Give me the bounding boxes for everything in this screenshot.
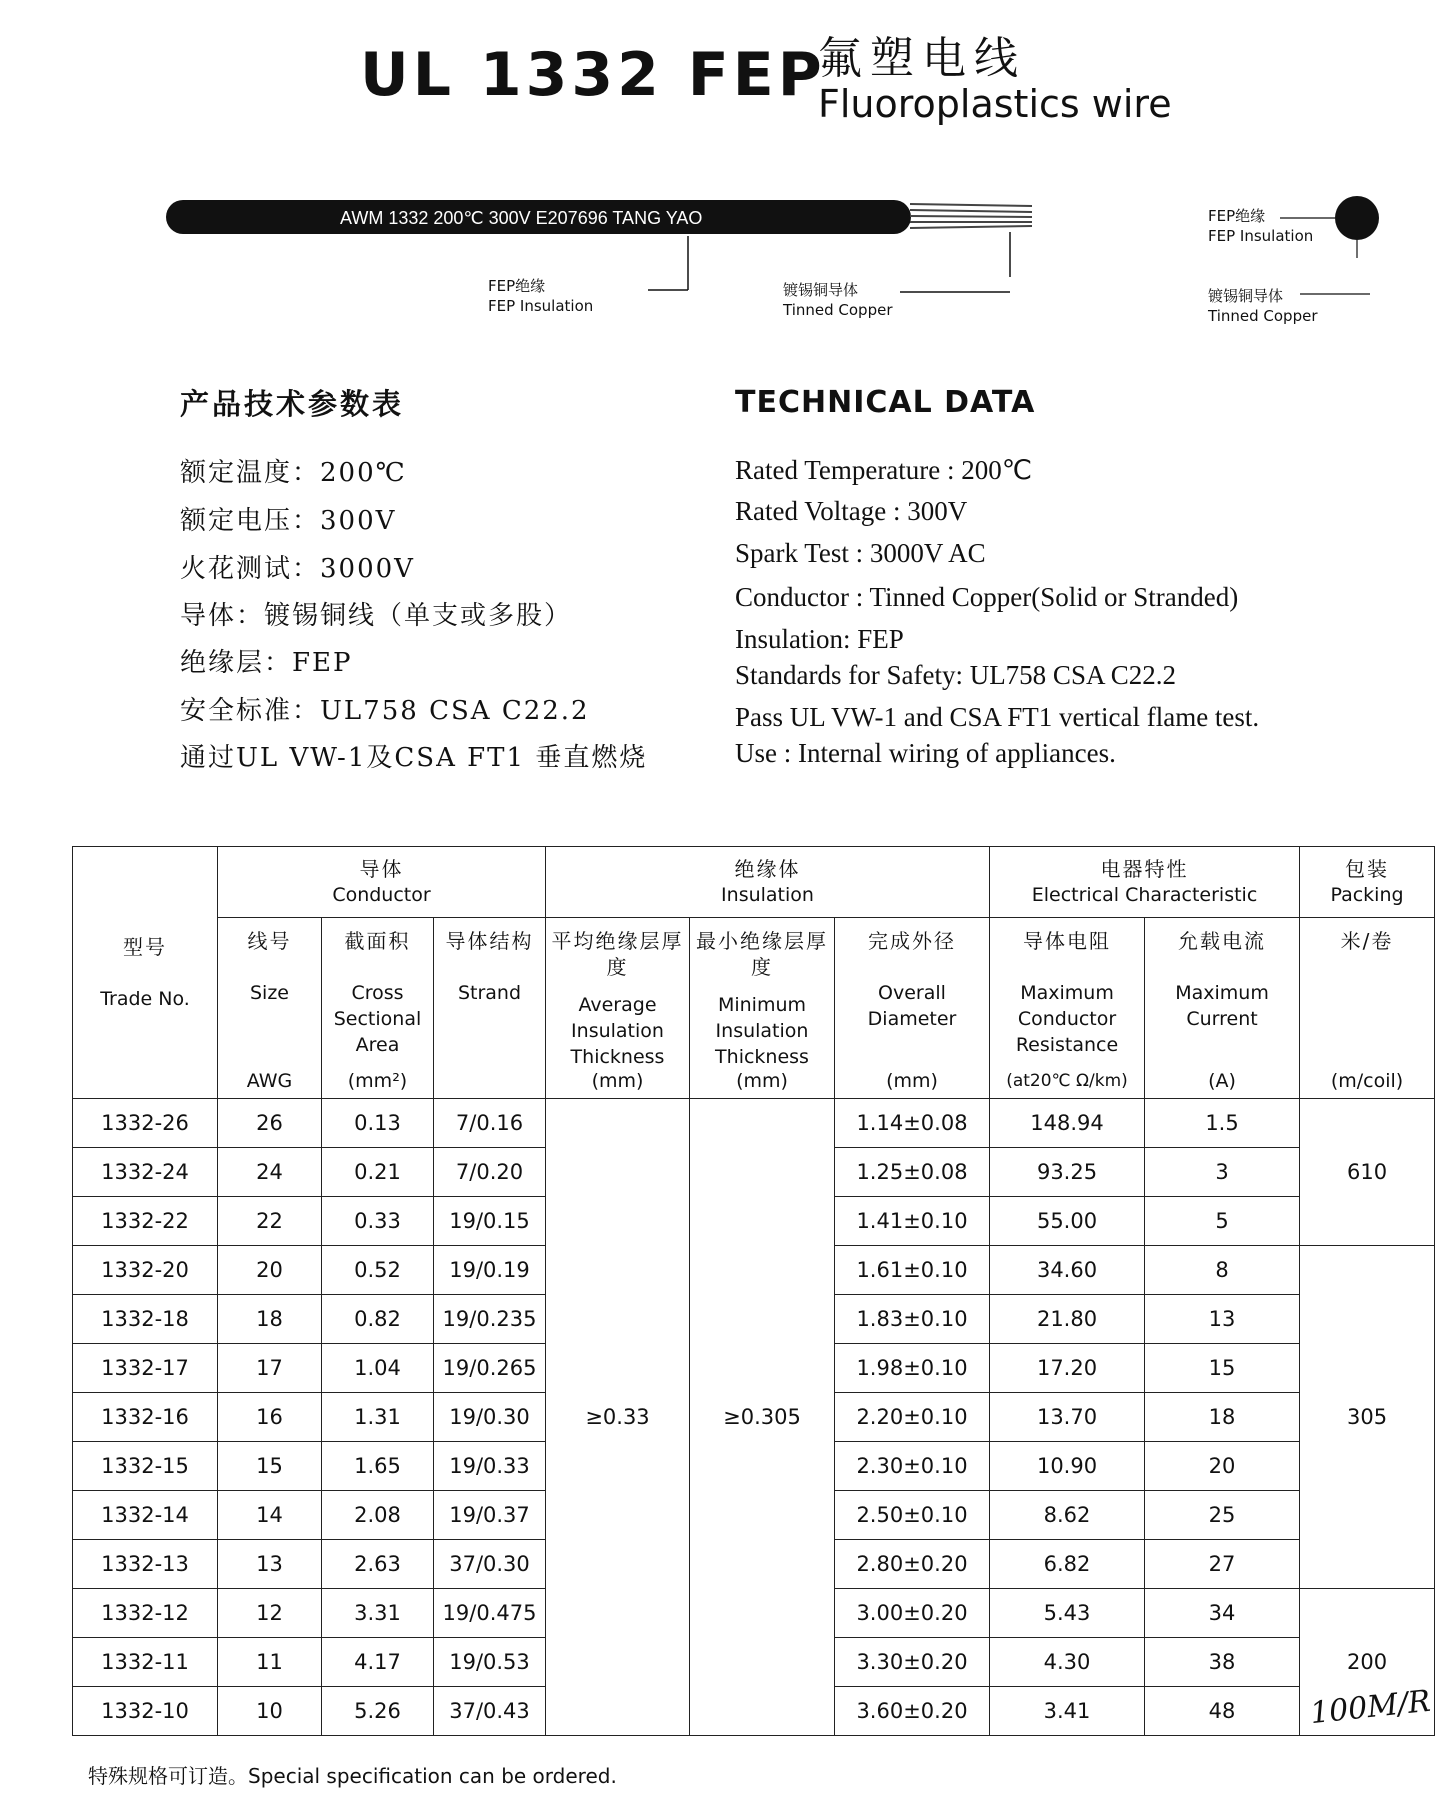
cell-trade: 1332-11	[73, 1638, 218, 1687]
cell-min-insulation: ≥0.305	[690, 1099, 835, 1736]
col-cur-unit: (A)	[1208, 1070, 1236, 1092]
handwritten-note: 100M/R	[1308, 1683, 1433, 1732]
spec-cn-line: 绝缘层：FEP	[180, 648, 353, 678]
cell-strand: 37/0.43	[434, 1687, 546, 1736]
col-area-cn: 截面积	[344, 929, 411, 953]
spec-en-line: Pass UL VW-1 and CSA FT1 vertical flame test.	[735, 702, 1260, 732]
col-header-min-insulation	[690, 918, 835, 1099]
copper-label	[783, 280, 893, 320]
col-min-unit: (mm)	[736, 1070, 788, 1092]
group-conductor-cn: 导体	[359, 857, 404, 881]
cell-packing: 200	[1300, 1589, 1435, 1736]
cell-strand: 19/0.19	[434, 1246, 546, 1295]
col-min-en: Minimum Insulation Thickness	[715, 994, 809, 1068]
col-avg-cn: 平均绝缘层厚度	[551, 929, 684, 979]
cell-area: 5.26	[322, 1687, 434, 1736]
cell-current: 1.5	[1145, 1099, 1300, 1148]
col-header-trade-en: Trade No.	[100, 987, 190, 1010]
wire-strands	[910, 204, 1032, 228]
side-copper-label	[1208, 286, 1318, 326]
cell-strand: 19/0.53	[434, 1638, 546, 1687]
cell-resistance: 55.00	[990, 1197, 1145, 1246]
cell-current: 15	[1145, 1344, 1300, 1393]
cell-size: 10	[218, 1687, 322, 1736]
insulation-label	[488, 276, 593, 316]
group-header-electrical	[990, 847, 1300, 918]
cell-diameter: 1.25±0.08	[835, 1148, 990, 1197]
group-insulation-cn: 绝缘体	[734, 857, 801, 881]
spec-heading-cn: 产品技术参数表	[180, 387, 405, 421]
spec-en-line: Insulation: FEP	[735, 624, 904, 654]
cell-strand: 19/0.235	[434, 1295, 546, 1344]
cell-resistance: 6.82	[990, 1540, 1145, 1589]
cell-strand: 7/0.16	[434, 1099, 546, 1148]
cell-resistance: 5.43	[990, 1589, 1145, 1638]
group-header-packing	[1300, 847, 1435, 918]
cell-size: 24	[218, 1148, 322, 1197]
footnote: 特殊规格可订造。Special specification can be ordered.	[88, 1764, 617, 1788]
insulation-label-en: FEP Insulation	[488, 297, 594, 315]
side-copper-label-cn: 镀锡铜导体	[1208, 287, 1284, 305]
cell-diameter: 2.20±0.10	[835, 1393, 990, 1442]
cell-area: 2.08	[322, 1491, 434, 1540]
cell-resistance: 3.41	[990, 1687, 1145, 1736]
insulation-label-cn: FEP绝缘	[488, 277, 546, 295]
col-header-trade-cn: 型号	[123, 934, 167, 959]
spec-cn-line: 安全标准：UL758 CSA C22.2	[180, 696, 590, 726]
cell-trade: 1332-12	[73, 1589, 218, 1638]
cell-size: 18	[218, 1295, 322, 1344]
cell-current: 13	[1145, 1295, 1300, 1344]
side-insulation-label-cn: FEP绝缘	[1208, 207, 1266, 225]
cell-area: 0.33	[322, 1197, 434, 1246]
cell-resistance: 34.60	[990, 1246, 1145, 1295]
col-size-en: Size	[249, 982, 289, 1004]
col-header-current	[1145, 918, 1300, 1099]
cell-strand: 19/0.15	[434, 1197, 546, 1246]
col-header-resistance	[990, 918, 1145, 1099]
cell-resistance: 148.94	[990, 1099, 1145, 1148]
spec-cn-line: 额定温度：200℃	[180, 458, 407, 488]
col-cur-cn: 允载电流	[1178, 929, 1267, 953]
cell-area: 1.04	[322, 1344, 434, 1393]
cell-current: 3	[1145, 1148, 1300, 1197]
spec-en-line: Use : Internal wiring of appliances.	[735, 738, 1116, 768]
table-row	[73, 1099, 1435, 1148]
side-insulation-label	[1208, 206, 1313, 246]
cell-diameter: 1.83±0.10	[835, 1295, 990, 1344]
cell-size: 20	[218, 1246, 322, 1295]
title-chinese: 氟塑电线	[818, 33, 1026, 84]
spec-en-line: Rated Temperature : 200℃	[735, 455, 1033, 485]
cell-strand: 19/0.33	[434, 1442, 546, 1491]
cell-strand: 37/0.30	[434, 1540, 546, 1589]
spec-table-body	[73, 1099, 1435, 1736]
cell-diameter: 1.98±0.10	[835, 1344, 990, 1393]
cell-current: 38	[1145, 1638, 1300, 1687]
cell-trade: 1332-20	[73, 1246, 218, 1295]
col-strand-cn: 导体结构	[445, 929, 534, 953]
cell-size: 15	[218, 1442, 322, 1491]
cell-area: 0.13	[322, 1099, 434, 1148]
col-header-packing	[1300, 918, 1435, 1099]
col-area-en: Cross Sectional Area	[333, 982, 422, 1056]
cell-resistance: 10.90	[990, 1442, 1145, 1491]
spec-en-line: Rated Voltage : 300V	[735, 496, 968, 526]
page-title: UL 1332 FEP	[360, 40, 826, 110]
cell-trade: 1332-26	[73, 1099, 218, 1148]
cell-diameter: 2.80±0.20	[835, 1540, 990, 1589]
col-od-unit: (mm)	[886, 1070, 938, 1092]
copper-label-en: Tinned Copper	[783, 301, 893, 319]
col-avg-en: Average Insulation Thickness	[570, 994, 665, 1068]
col-size-cn: 线号	[247, 929, 292, 953]
cell-resistance: 4.30	[990, 1638, 1145, 1687]
group-header-insulation	[546, 847, 990, 918]
copper-label-cn: 镀锡铜导体	[783, 281, 859, 299]
cell-diameter: 1.61±0.10	[835, 1246, 990, 1295]
cell-area: 0.82	[322, 1295, 434, 1344]
cell-strand: 19/0.37	[434, 1491, 546, 1540]
cell-area: 1.65	[322, 1442, 434, 1491]
spec-cn-line: 导体：镀锡铜线（单支或多股）	[180, 601, 573, 631]
cell-strand: 19/0.30	[434, 1393, 546, 1442]
cell-current: 8	[1145, 1246, 1300, 1295]
group-packing-en: Packing	[1330, 884, 1404, 906]
group-insulation-en: Insulation	[721, 884, 814, 906]
col-cur-en: Maximum Current	[1175, 982, 1269, 1030]
col-res-unit: (at20℃ Ω/km)	[1006, 1071, 1128, 1091]
cell-current: 27	[1145, 1540, 1300, 1589]
group-conductor-en: Conductor	[332, 884, 431, 906]
cell-avg-insulation: ≥0.33	[546, 1099, 690, 1736]
cell-resistance: 21.80	[990, 1295, 1145, 1344]
col-header-area	[322, 918, 434, 1099]
cell-strand: 19/0.475	[434, 1589, 546, 1638]
cell-current: 20	[1145, 1442, 1300, 1491]
group-electrical-en: Electrical Characteristic	[1031, 884, 1258, 906]
cell-size: 22	[218, 1197, 322, 1246]
col-size-unit: AWG	[246, 1070, 293, 1092]
cell-packing: 610	[1300, 1099, 1435, 1246]
cell-diameter: 2.30±0.10	[835, 1442, 990, 1491]
cell-size: 11	[218, 1638, 322, 1687]
col-header-strand	[434, 918, 546, 1099]
cell-area: 1.31	[322, 1393, 434, 1442]
cell-current: 5	[1145, 1197, 1300, 1246]
cell-diameter: 2.50±0.10	[835, 1491, 990, 1540]
col-avg-unit: (mm)	[591, 1070, 644, 1092]
cell-diameter: 3.60±0.20	[835, 1687, 990, 1736]
col-pack-unit: (m/coil)	[1330, 1070, 1404, 1092]
cell-size: 26	[218, 1099, 322, 1148]
spec-en-line: Conductor : Tinned Copper(Solid or Stranded)	[735, 582, 1239, 612]
cell-trade: 1332-14	[73, 1491, 218, 1540]
cell-area: 2.63	[322, 1540, 434, 1589]
spec-cn-line: 通过UL VW-1及CSA FT1 垂直燃烧	[180, 743, 648, 773]
col-res-en: Maximum Conductor Resistance	[1015, 982, 1119, 1056]
cell-diameter: 1.14±0.08	[835, 1099, 990, 1148]
spec-en-line: Standards for Safety: UL758 CSA C22.2	[735, 660, 1176, 690]
cell-trade: 1332-15	[73, 1442, 218, 1491]
col-od-en: Overall Diameter	[867, 982, 957, 1030]
col-header-trade	[73, 847, 218, 1099]
cell-size: 16	[218, 1393, 322, 1442]
cell-resistance: 8.62	[990, 1491, 1145, 1540]
wire-cross-section	[1335, 196, 1379, 240]
col-pack-cn: 米/卷	[1340, 929, 1394, 953]
cell-current: 48	[1145, 1687, 1300, 1736]
cell-trade: 1332-22	[73, 1197, 218, 1246]
cell-current: 34	[1145, 1589, 1300, 1638]
group-electrical-cn: 电器特性	[1100, 857, 1189, 881]
cell-resistance: 13.70	[990, 1393, 1145, 1442]
cell-diameter: 3.00±0.20	[835, 1589, 990, 1638]
cell-trade: 1332-17	[73, 1344, 218, 1393]
cell-trade: 1332-18	[73, 1295, 218, 1344]
col-header-size	[218, 918, 322, 1099]
cell-strand: 7/0.20	[434, 1148, 546, 1197]
col-strand-en: Strand	[457, 982, 522, 1004]
wire-print-text: AWM 1332 200℃ 300V E207696 TANG YAO	[340, 208, 703, 228]
cell-diameter: 1.41±0.10	[835, 1197, 990, 1246]
cell-trade: 1332-16	[73, 1393, 218, 1442]
cell-strand: 19/0.265	[434, 1344, 546, 1393]
cell-size: 17	[218, 1344, 322, 1393]
cell-trade: 1332-24	[73, 1148, 218, 1197]
group-packing-cn: 包装	[1345, 857, 1390, 881]
cell-size: 12	[218, 1589, 322, 1638]
cell-size: 13	[218, 1540, 322, 1589]
spec-cn-line: 火花测试：3000V	[180, 554, 415, 584]
cell-size: 14	[218, 1491, 322, 1540]
cell-diameter: 3.30±0.20	[835, 1638, 990, 1687]
cell-trade: 1332-10	[73, 1687, 218, 1736]
spec-cn-line: 额定电压：300V	[180, 506, 397, 536]
cell-resistance: 93.25	[990, 1148, 1145, 1197]
spec-heading-en: TECHNICAL DATA	[735, 385, 1036, 420]
cell-area: 0.52	[322, 1246, 434, 1295]
cell-area: 3.31	[322, 1589, 434, 1638]
side-copper-label-en: Tinned Copper	[1208, 307, 1318, 325]
cell-resistance: 17.20	[990, 1344, 1145, 1393]
col-header-avg-insulation	[546, 918, 690, 1099]
col-header-diameter	[835, 918, 990, 1099]
side-insulation-label-en: FEP Insulation	[1208, 227, 1314, 245]
col-area-unit: (mm²)	[347, 1070, 408, 1092]
cell-area: 0.21	[322, 1148, 434, 1197]
col-od-cn: 完成外径	[868, 929, 956, 953]
col-res-cn: 导体电阻	[1023, 929, 1112, 953]
title-english: Fluoroplastics wire	[818, 82, 1172, 126]
cell-packing: 305	[1300, 1246, 1435, 1589]
cell-current: 18	[1145, 1393, 1300, 1442]
cell-trade: 1332-13	[73, 1540, 218, 1589]
cell-area: 4.17	[322, 1638, 434, 1687]
col-min-cn: 最小绝缘层厚度	[696, 929, 828, 979]
spec-en-line: Spark Test : 3000V AC	[735, 538, 986, 568]
cell-current: 25	[1145, 1491, 1300, 1540]
spec-table	[72, 846, 1435, 1736]
group-header-conductor	[218, 847, 546, 918]
